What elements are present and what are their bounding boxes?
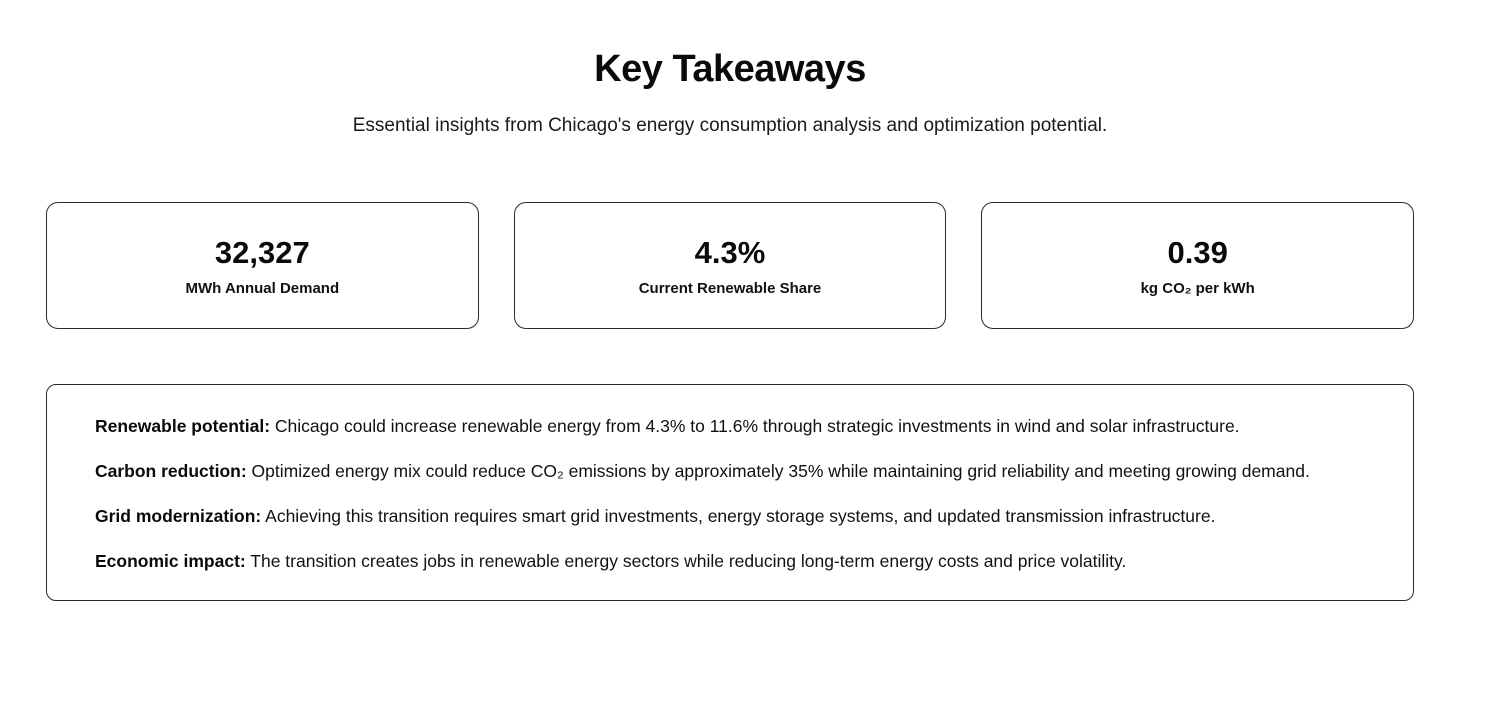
takeaway-text: The transition creates jobs in renewable energy sectors while reducing long-term energy costs and price volatility. xyxy=(250,551,1127,572)
takeaway-item-renewable-potential xyxy=(95,415,1365,438)
takeaways-panel xyxy=(46,384,1414,601)
stat-value: 0.39 xyxy=(1167,235,1228,271)
takeaway-item-economic-impact xyxy=(95,550,1365,573)
takeaway-text: Achieving this transition requires smart grid investments, energy storage systems, and updated transmission infrastructure. xyxy=(265,506,1216,527)
takeaway-label: Renewable potential: xyxy=(95,416,271,437)
stat-value: 4.3% xyxy=(694,235,766,271)
key-takeaways-section xyxy=(46,48,1414,601)
takeaway-label: Economic impact: xyxy=(95,551,246,572)
stat-label: Current Renewable Share xyxy=(638,279,822,297)
stat-card-carbon-intensity xyxy=(981,202,1414,329)
stats-row xyxy=(46,202,1414,329)
page-title: Key Takeaways xyxy=(594,48,866,90)
takeaway-item-grid-modernization xyxy=(95,505,1365,528)
stat-value: 32,327 xyxy=(214,235,310,271)
takeaway-label: Carbon reduction: xyxy=(95,461,247,482)
page-subtitle: Essential insights from Chicago's energy consumption analysis and optimization potential. xyxy=(352,115,1108,136)
stat-card-renewable-share xyxy=(514,202,947,329)
stat-card-annual-demand xyxy=(46,202,479,329)
takeaway-item-carbon-reduction xyxy=(95,460,1365,483)
takeaway-label: Grid modernization: xyxy=(95,506,262,527)
takeaway-text: Optimized energy mix could reduce CO₂ emissions by approximately 35% while maintaining grid reliability and meeting growing demand. xyxy=(251,461,1310,482)
stat-label: MWh Annual Demand xyxy=(185,279,340,297)
stat-label: kg CO₂ per kWh xyxy=(1140,279,1255,297)
takeaway-text: Chicago could increase renewable energy from 4.3% to 11.6% through strategic investments in wind and solar infrastructure. xyxy=(274,416,1240,437)
